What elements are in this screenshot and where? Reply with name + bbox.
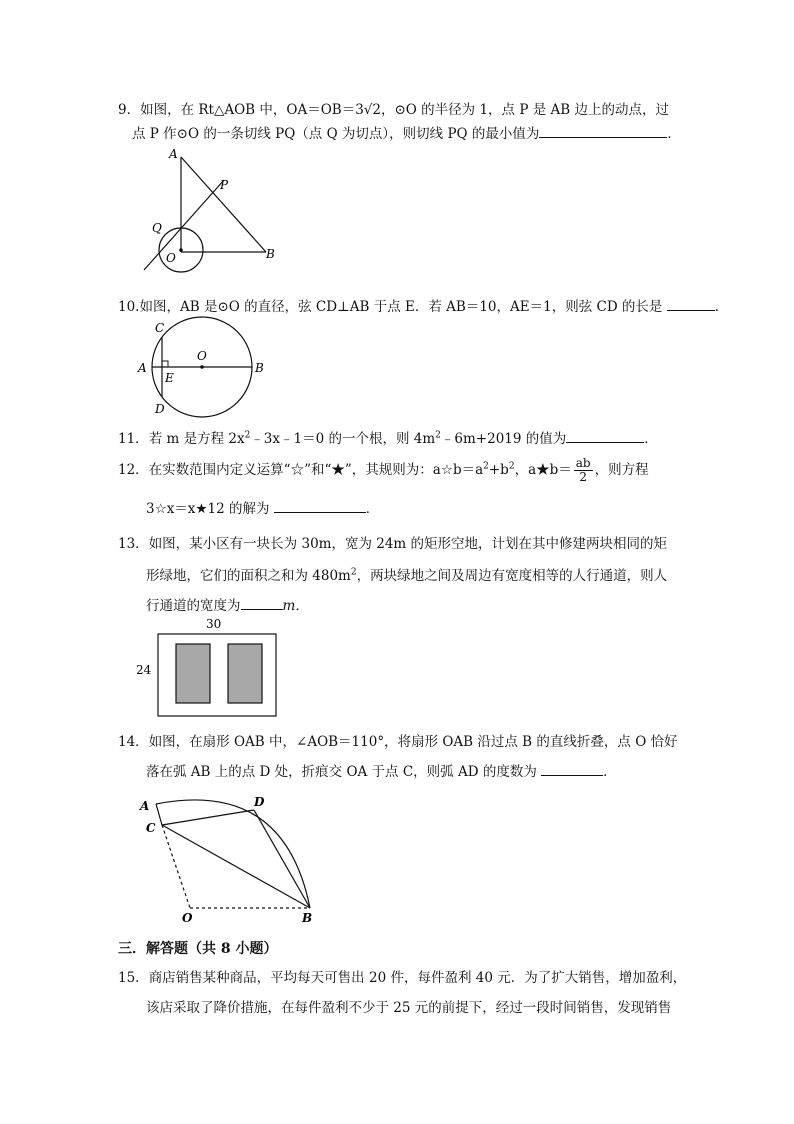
label-O: O (197, 349, 207, 363)
q13-line1 (118, 532, 667, 552)
label-O: O (166, 251, 176, 265)
segment-DB (254, 810, 310, 908)
right-angle-mark (162, 361, 168, 367)
label-B: B (266, 247, 275, 261)
q10-answer-blank[interactable] (667, 298, 715, 311)
label-Q: Q (152, 221, 162, 235)
q9-line2 (132, 122, 681, 142)
exp: 2 (350, 567, 357, 578)
label-A: A (169, 147, 178, 161)
q13-text-a: 如图，某小区有一块长为 30m，宽为 24m 的矩形空地，计划在其中修建两块相同的矩 (148, 536, 668, 552)
q9-text-a: 如图，在 Rt△AOB 中，OA＝OB＝3 (140, 102, 364, 118)
label-B: B (302, 911, 313, 924)
q9-text-b: ，⊙O 的半径为 1，点 P 是 AB 边上的动点，过 (380, 102, 669, 118)
q9-end: ． (667, 126, 681, 142)
fraction-numerator: ab (575, 456, 591, 470)
label-P: P (220, 178, 229, 192)
q10-text: 如图，AB 是⊙O 的直径，弦 CD⊥AB 于点 E．若 AB＝10，AE＝1，则弦 CD 的长是 (139, 299, 663, 315)
q12-text-e: 3☆x＝x★12 的解为 (146, 501, 270, 517)
label-D: D (254, 795, 265, 809)
q13-line2 (146, 564, 667, 584)
q13-number: 13． (118, 536, 149, 552)
q12-line1 (118, 457, 649, 484)
fold-crease-CB (162, 825, 310, 908)
height-label: 24 (136, 663, 152, 677)
q12-text-b: +b (488, 462, 509, 478)
q14-text-a: 如图，在扇形 OAB 中，∠AOB＝110°，将扇形 OAB 沿过点 B 的直线折叠，点 O 恰好 (148, 734, 678, 750)
q9-line1 (118, 98, 669, 118)
q13-line3 (146, 594, 309, 614)
q14-line2 (146, 760, 617, 780)
q14-line1 (118, 730, 678, 750)
q15-text-a: 商店销售某种商品，平均每天可售出 20 件，每件盈利 40 元．为了扩大销售，增加盈利， (148, 970, 687, 986)
q12-text-c: ，a★b＝ (514, 462, 572, 478)
q15-text-b: 该店采取了降价措施，在每件盈利不少于 25 元的前提下，经过一段时间销售，发现销售 (146, 1000, 672, 1016)
green-plot-right (228, 644, 262, 703)
label-E: E (165, 371, 174, 385)
q9-figure (136, 142, 286, 282)
q10-number: 10. (118, 299, 140, 315)
segment-CD (162, 810, 254, 825)
q11-end: ． (644, 431, 658, 447)
q12-number: 12． (118, 462, 149, 478)
q11-answer-blank[interactable] (566, 430, 644, 443)
q11-text-b: ﹣3x﹣1＝0 的一个根，则 4m (250, 431, 436, 447)
fraction-denominator: 2 (579, 470, 588, 484)
q13-text-b: 形绿地，它们的面积之和为 480m (146, 568, 351, 584)
q10-end: ． (714, 299, 729, 315)
fraction (574, 457, 593, 484)
arc-AB (156, 800, 310, 908)
exp: 2 (435, 430, 441, 441)
label-A: A (140, 799, 150, 813)
q12-answer-blank[interactable] (274, 500, 366, 513)
q12-text-d: ，则方程 (594, 462, 649, 478)
q15-line2 (146, 996, 671, 1016)
q11-line (118, 427, 658, 447)
q15-line1 (118, 966, 686, 986)
q13-text-c: ，两块绿地之间及周边有宽度相等的人行通道，则人 (356, 568, 668, 584)
q10-line (118, 295, 728, 315)
q13-figure (130, 614, 290, 720)
q15-number: 15． (118, 970, 149, 986)
label-A: A (138, 361, 147, 375)
q10-figure (134, 314, 274, 420)
q9-text-c: 点 P 作⊙O 的一条切线 PQ（点 Q 为切点），则切线 PQ 的最小值为 (132, 126, 540, 142)
exp: 2 (508, 461, 515, 472)
exp: 2 (483, 461, 489, 472)
segment-CO-dashed (162, 825, 190, 908)
width-label: 30 (206, 617, 222, 631)
center-dot (200, 365, 204, 369)
segment-AC (156, 804, 162, 825)
q9-number: 9． (118, 102, 141, 118)
q9-answer-blank[interactable] (539, 125, 667, 138)
q14-number: 14． (118, 734, 149, 750)
q13-text-d: 行通道的宽度为 (146, 598, 241, 614)
green-plot-left (176, 644, 210, 703)
sqrt2: √2 (363, 102, 381, 118)
q11-number: 11． (118, 431, 149, 447)
section-title: 三．解答题（共 8 小题） (118, 941, 278, 957)
label-D: D (155, 402, 165, 416)
q12-end: ． (365, 501, 380, 517)
q13-unit: m． (282, 598, 309, 614)
q14-end: ． (603, 764, 617, 780)
q14-figure (134, 784, 324, 924)
exp: 2 (244, 430, 251, 441)
q11-text-c: ﹣6m+2019 的值为 (440, 431, 567, 447)
center-dot (179, 248, 183, 252)
q14-text-b: 落在弧 AB 上的点 D 处，折痕交 OA 于点 C，则弧 AD 的度数为 (146, 764, 537, 780)
q11-text-a: 若 m 是方程 2x (148, 431, 245, 447)
q12-text-a: 在实数范围内定义运算“☆”和“★”，其规则为：a☆b＝a (148, 462, 484, 478)
label-B: B (255, 361, 264, 375)
q14-answer-blank[interactable] (541, 763, 603, 776)
q12-line2 (146, 497, 379, 517)
label-C: C (155, 321, 165, 335)
label-O: O (182, 911, 193, 924)
label-C: C (146, 821, 156, 835)
q13-answer-blank[interactable] (241, 597, 283, 610)
line-AB (181, 157, 266, 252)
